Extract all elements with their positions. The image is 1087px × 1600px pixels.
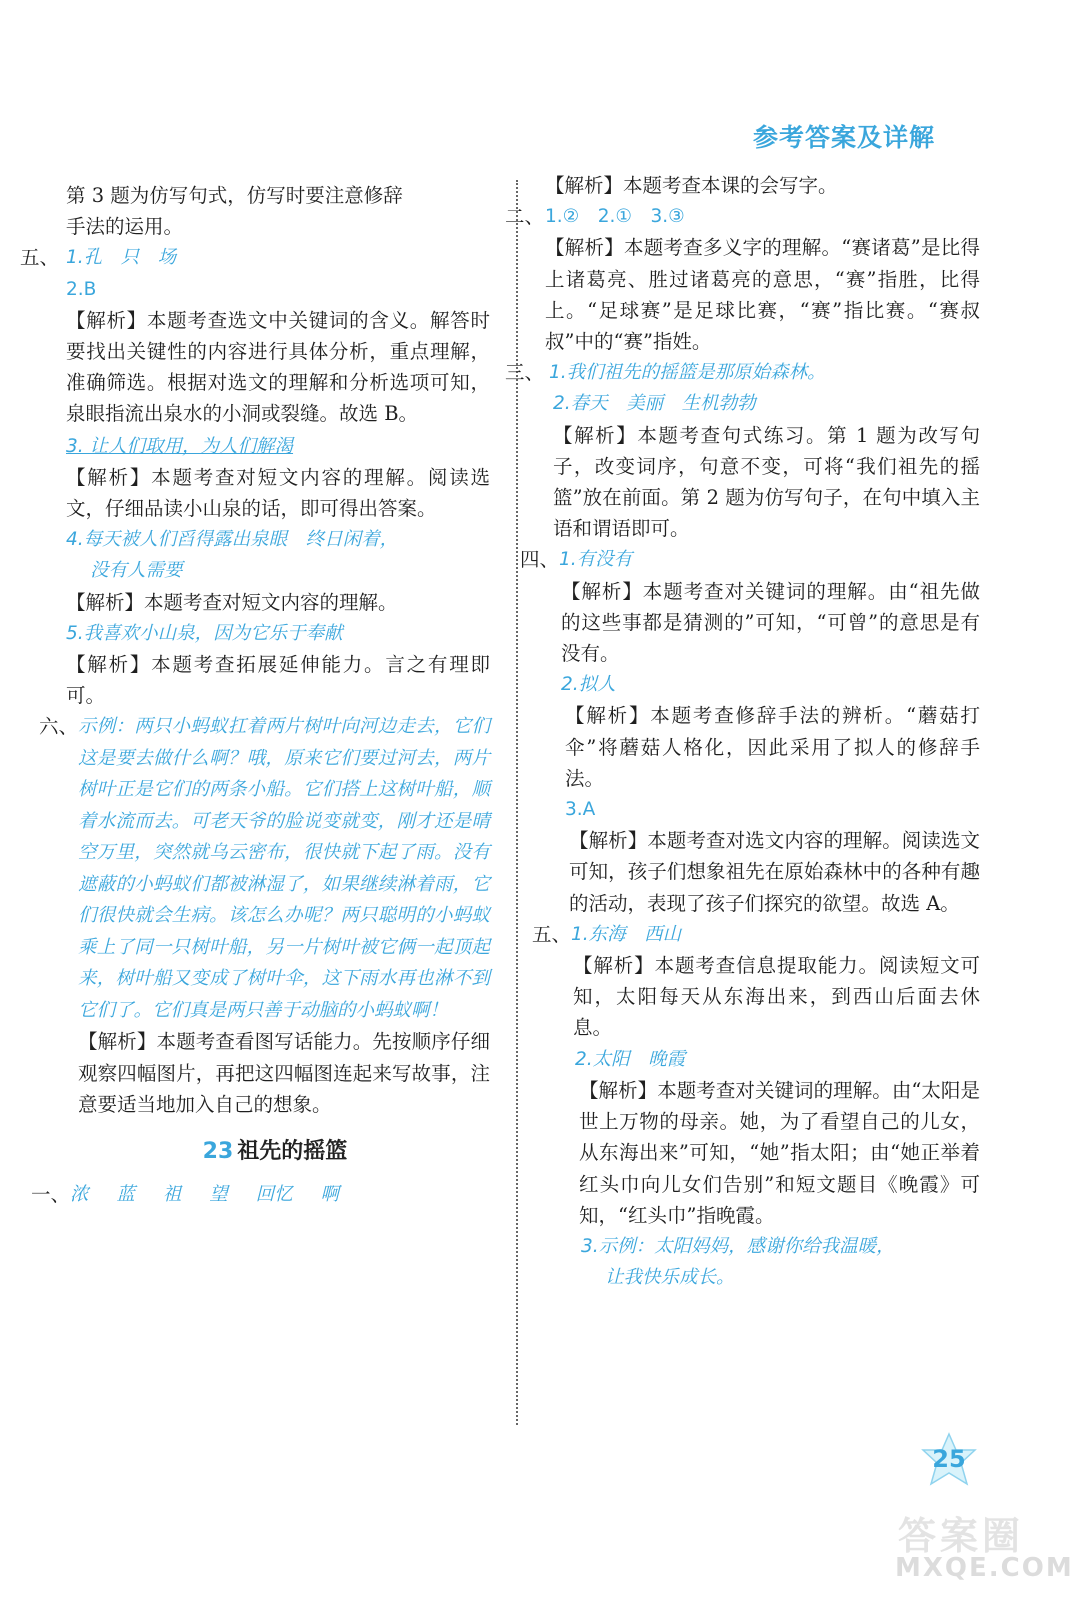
section-5-right-q3-answer: 3.示例：太阳妈妈，感谢你给我温暖， — [581, 1235, 895, 1257]
section-5-q3-explanation: 【解析】本题考查对短文内容的理解。阅读选文，仔细品读小山泉的话，即可得出答案。 — [66, 465, 490, 521]
section-5-right-q1 — [505, 919, 980, 950]
section-4-q2-explanation: 【解析】本题考查修辞手法的辨析。“蘑菇打伞”将蘑菇人格化，因此采用了拟人的修辞手法。 — [565, 704, 980, 790]
answer-word: 回忆 — [255, 1184, 293, 1206]
section-5-q4-answer: 4.每天被人们舀得露出泉眼 终日闲着， — [66, 529, 399, 551]
section-4-marker: 四、 — [519, 548, 559, 572]
section-4-q3-explanation: 【解析】本题考查对选文内容的理解。阅读选文可知，孩子们想象祖先在原始森林中的各种有趣的活动，表现了孩子们探究的欲望。故选 A。 — [569, 829, 980, 915]
section-3-explanation: 【解析】本题考查句式练习。第 1 题为改写句子，改变词序，句意不变，可将“我们祖先的摇篮”放在前面。第 2 题为仿写句子，在句中填入主语和谓语即可。 — [553, 423, 980, 541]
left-column — [20, 180, 490, 1210]
section-3-q2-answer: 2.春天 美丽 生机勃勃 — [553, 393, 756, 415]
answer-word: 啊 — [320, 1184, 340, 1206]
watermark-url: MXQE.COM — [895, 1553, 1074, 1583]
section-6-answer: 示例：两只小蚂蚁扛着两片树叶向河边走去，它们这是要去做什么啊？哦，原来它们要过河去，两片树叶正是它们的两条小船。它们搭上这树叶船，顺着水流而去。可老天爷的脸说变就变，刚才还是晴空万里，突然就乌云密布，很快就下起了雨。没有遮蔽的小蚂蚁们都被淋湿了，如果继续淋着雨，它们很快就会生病。该怎么办呢？两只聪明的小蚂蚁乘上了同一只树叶船，另一片树叶被它俩一起顶起来，树叶船又变成了树叶伞，这下雨水再也淋不到它们了。它们真是两只善于动脑的小蚂蚁啊！ — [78, 716, 490, 1021]
page-header-title: 参考答案及详解 — [752, 123, 935, 152]
section-3-q1-answer: 1.我们祖先的摇篮是那原始森林。 — [549, 362, 826, 384]
section-4-q3-answer: 3.A — [565, 799, 596, 821]
answer-word: 望 — [209, 1184, 228, 1206]
section-1-marker: 一、 — [30, 1183, 70, 1207]
section-4-q1-answer: 1.有没有 — [559, 549, 633, 571]
section-6 — [20, 711, 490, 1026]
watermark-logo: 答案圈 — [898, 1514, 1025, 1558]
answer-text: 1.孔 只 场 — [66, 247, 177, 269]
answer-word: 祖 — [162, 1184, 182, 1206]
section-4-q1-explanation: 【解析】本题考查对关键词的理解。由“祖先做的这些事都是猜测的”可知，“可曾”的意思是有没有。 — [561, 579, 980, 666]
section-5-right-marker: 五、 — [531, 922, 571, 946]
section-6-explanation: 【解析】本题考查看图写话能力。先按顺序仔细观察四幅图片，再把这四幅图连起来写故事，注意要适当地加入自己的想象。 — [78, 1030, 490, 1116]
answer-word: 蓝 — [116, 1184, 135, 1206]
right-column — [505, 170, 980, 1293]
section-5-right-q2-explanation: 【解析】本题考查对关键词的理解。由“太阳是世上万物的母亲。她，为了看望自己的儿女，从东海出来”可知，“她”指太阳；由“她正举着红头巾向儿女们告别”和短文题目《晚霞》可知，“红头巾”指晚霞。 — [579, 1078, 980, 1227]
lesson-title: 祖先的摇篮 — [237, 1139, 348, 1165]
section-5-q2-answer: 2.B — [66, 278, 97, 300]
section-4-q1 — [505, 544, 980, 575]
section-6-marker: 六、 — [38, 715, 78, 739]
intro-line-1: 第 3 题为仿写句式，仿写时要注意修辞 — [66, 184, 403, 207]
section-1-answers — [70, 1179, 339, 1210]
intro-line-2: 手法的运用。 — [66, 215, 184, 239]
section-5-q5-answer: 5.我喜欢小山泉，因为它乐于奉献 — [66, 622, 343, 644]
section-5-right-q2-answer: 2.太阳 晚霞 — [575, 1048, 686, 1070]
answer-word: 浓 — [70, 1184, 89, 1206]
section-2 — [505, 201, 980, 232]
section-5-q4-answer-cont: 没有人需要 — [90, 560, 183, 582]
section-5-q5-explanation: 【解析】本题考查拓展延伸能力。言之有理即可。 — [66, 653, 490, 708]
section-4-q2-answer: 2.拟人 — [561, 674, 616, 696]
section-3-marker: 三、 — [505, 361, 545, 385]
section-5-q1 — [20, 242, 490, 273]
section-5-right-q1-explanation: 【解析】本题考查信息提取能力。阅读短文可知，太阳每天从东海出来，到西山后面去休息。 — [573, 954, 980, 1040]
page-number: 25 — [932, 1445, 966, 1473]
section-5-q3-answer: 3. 让人们取用，为人们解渴 — [66, 435, 294, 457]
section-2-marker: 二、 — [505, 205, 545, 229]
section-5-q4-explanation: 【解析】本题考查对短文内容的理解。 — [66, 590, 398, 614]
section-5-q2-explanation: 【解析】本题考查选文中关键词的含义。解答时要找出关键性的内容进行具体分析，重点理解，准确筛选。根据对选文的理解和分析选项可知，泉眼指流出泉水的小洞或裂缝。故选 B。 — [66, 308, 490, 426]
lesson-number: 23 — [202, 1139, 234, 1165]
top-explanation: 【解析】本题考查本课的会写字。 — [545, 174, 838, 197]
lesson-heading — [20, 1136, 490, 1167]
section-5-right-q3-answer-cont: 让我快乐成长。 — [605, 1267, 735, 1289]
section-5-right-q1-answer: 1.东海 西山 — [571, 923, 682, 945]
section-3-q1 — [505, 357, 980, 388]
section-1 — [20, 1179, 490, 1210]
section-2-explanation: 【解析】本题考查多义字的理解。“赛诸葛”是比得上诸葛亮、胜过诸葛亮的意思，“赛”指胜，比得上。“足球赛”是足球比赛，“赛”指比赛。“赛叔叔”中的“赛”指姓。 — [545, 236, 980, 354]
section-2-answers: 1.② 2.① 3.③ — [545, 206, 685, 228]
section-5-marker: 五、 — [20, 246, 60, 270]
